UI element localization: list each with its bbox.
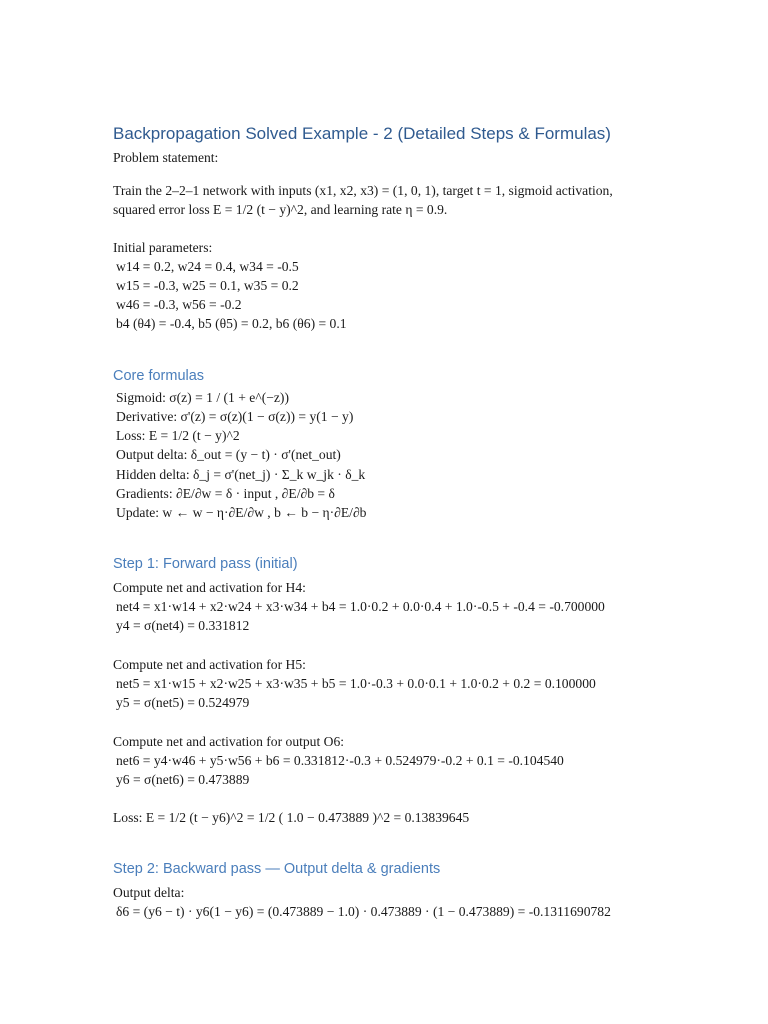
initial-param-line: b4 (θ4) = -0.4, b5 (θ5) = 0.2, b6 (θ6) = 0.1: [116, 316, 347, 331]
o6-activation: y6 = σ(net6) = 0.473889: [116, 772, 250, 787]
formula-line: Sigmoid: σ(z) = 1 / (1 + e^(−z)): [116, 390, 289, 405]
delta6-equation: δ6 = (y6 − t) · y6(1 − y6) = (0.473889 − 1.0) · 0.473889 · (1 − 0.473889) = -0.1311690782: [116, 904, 611, 919]
o6-net-equation: net6 = y4·w46 + y5·w56 + b6 = 0.331812·-0.3 + 0.524979·-0.2 + 0.1 = -0.104540: [116, 753, 564, 768]
h4-net-equation: net4 = x1·w14 + x2·w24 + x3·w34 + b4 = 1.0·0.2 + 0.0·0.4 + 1.0·-0.5 + -0.4 = -0.700000: [116, 599, 605, 614]
loss-equation: Loss: E = 1/2 (t − y6)^2 = 1/2 ( 1.0 − 0.473889 )^2 = 0.13839645: [113, 810, 470, 825]
h5-net-equation: net5 = x1·w15 + x2·w25 + x3·w35 + b5 = 1.0·-0.3 + 0.0·0.1 + 1.0·0.2 + 0.2 = 0.100000: [116, 676, 596, 691]
h5-activation: y5 = σ(net5) = 0.524979: [116, 695, 250, 710]
problem-line-2: squared error loss E = 1/2 (t − y)^2, and learning rate η = 0.9.: [113, 202, 448, 217]
document-title: Backpropagation Solved Example - 2 (Detailed Steps & Formulas): [113, 124, 611, 143]
formula-line: Loss: E = 1/2 (t − y)^2: [116, 428, 240, 443]
problem-line-1: Train the 2–2–1 network with inputs (x1, x2, x3) = (1, 0, 1), target t = 1, sigmoid activation,: [113, 183, 613, 198]
core-formulas-heading: Core formulas: [113, 368, 205, 384]
initial-param-line: w14 = 0.2, w24 = 0.4, w34 = -0.5: [116, 259, 299, 274]
initial-param-line: w46 = -0.3, w56 = -0.2: [116, 297, 242, 312]
formula-line: Output delta: δ_out = (y − t) · σ'(net_out): [116, 447, 341, 462]
output-delta-label: Output delta:: [113, 885, 185, 900]
h5-label: Compute net and activation for H5:: [113, 657, 306, 672]
problem-statement-label: Problem statement:: [113, 150, 219, 165]
initial-param-line: w15 = -0.3, w25 = 0.1, w35 = 0.2: [116, 278, 299, 293]
formula-line: Hidden delta: δ_j = σ'(net_j) · Σ_k w_jk · δ_k: [116, 467, 366, 482]
o6-label: Compute net and activation for output O6:: [113, 734, 345, 749]
step2-heading: Step 2: Backward pass — Output delta & gradients: [113, 861, 441, 877]
formula-line: Update: w ← w − η·∂E/∂w , b ← b − η·∂E/∂b: [116, 505, 367, 520]
h4-label: Compute net and activation for H4:: [113, 580, 306, 595]
h4-activation: y4 = σ(net4) = 0.331812: [116, 618, 250, 633]
formula-line: Derivative: σ'(z) = σ(z)(1 − σ(z)) = y(1 − y): [116, 409, 354, 424]
step1-heading: Step 1: Forward pass (initial): [113, 556, 298, 572]
formula-line: Gradients: ∂E/∂w = δ · input , ∂E/∂b = δ: [116, 486, 335, 501]
initial-parameters-label: Initial parameters:: [113, 240, 213, 255]
